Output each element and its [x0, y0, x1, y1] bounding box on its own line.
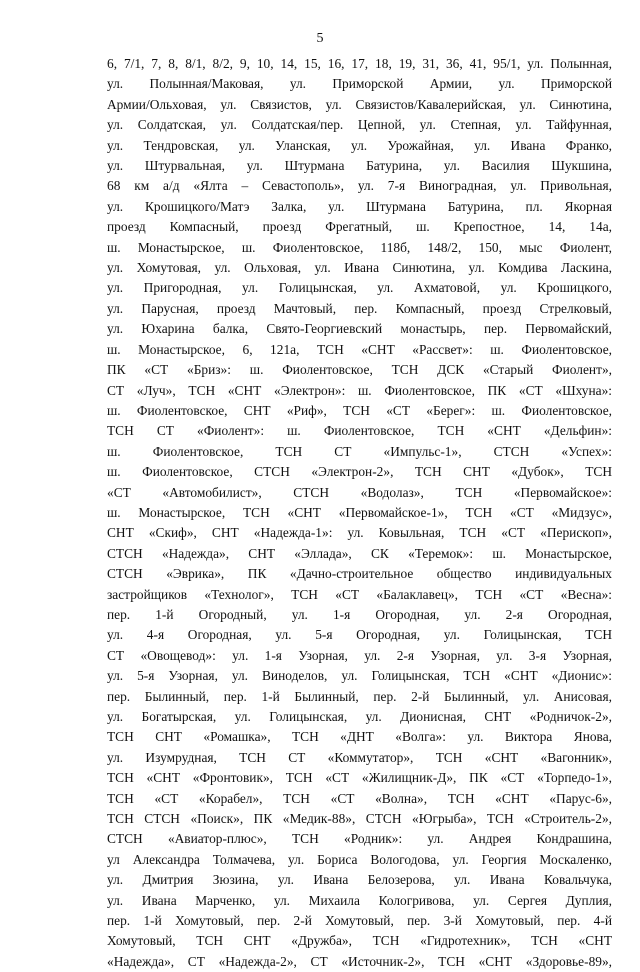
text-line: ул. Юхарина балка, Свято-Георгиевский монастырь, пер. Первомайский,: [107, 321, 612, 337]
text-line: ш. Фиолентовское, СТСН «Электрон-2», ТСН СНТ «Дубок», ТСН: [107, 464, 612, 480]
text-line: ул Александра Толмачева, ул. Бориса Вологодова, ул. Георгия Москаленко,: [107, 851, 612, 867]
text-line: ш. Монастырское, 6, 121а, ТСН «СНТ «Рассвет»: ш. Фиолентовское,: [107, 341, 612, 357]
text-line: ТСН СТСН «Поиск», ПК «Медик-88», СТСН «Югрыба», ТСН «Строитель-2»,: [107, 811, 612, 827]
text-line: СТ «Луч», ТСН «СНТ «Электрон»: ш. Фиолентовское, ПК «СТ «Шхуна»:: [107, 382, 612, 398]
text-line: ул. Изумрудная, ТСН СТ «Коммутатор», ТСН «СНТ «Вагонник»,: [107, 749, 612, 765]
text-line: «Надежда», СТ «Надежда-2», СТ «Источник-2», ТСН «СНТ «Здоровье-89»,: [107, 953, 612, 969]
text-line: ул. 4-я Огородная, ул. 5-я Огородная, ул. Голицынская, ТСН: [107, 627, 612, 643]
text-line: ул. Парусная, проезд Мачтовый, пер. Компасный, проезд Стрелковый,: [107, 300, 612, 316]
text-line: ул. Тендровская, ул. Уланская, ул. Урожайная, ул. Ивана Франко,: [107, 137, 612, 153]
text-line: ш. Фиолентовское, СНТ «Риф», ТСН «СТ «Берег»: ш. Фиолентовское,: [107, 402, 612, 418]
text-line: ул. Хомутовая, ул. Ольховая, ул. Ивана Синютина, ул. Комдива Ласкина,: [107, 260, 612, 276]
text-line: СНТ «Скиф», СНТ «Надежда-1»: ул. Ковыльная, ТСН «СТ «Перископ»,: [107, 525, 612, 541]
text-line: ул. Богатырская, ул. Голицынская, ул. Дионисная, СНТ «Родничок-2»,: [107, 709, 612, 724]
text-line: пер. 1-й Хомутовый, пер. 2-й Хомутовый, пер. 3-й Хомутовый, пер. 4-й: [107, 913, 612, 929]
text-line: 6, 7/1, 7, 8, 8/1, 8/2, 9, 10, 14, 15, 16, 17, 18, 19, 31, 36, 41, 95/1, ул. Полынная,: [107, 56, 612, 71]
text-line: пер. 1-й Огородный, ул. 1-я Огородная, ул. 2-я Огородная,: [107, 606, 612, 622]
body-text: [107, 54, 612, 972]
text-line: ТСН «СТ «Корабел», ТСН «СТ «Волна», ТСН «СНТ «Парус-6»,: [107, 790, 612, 806]
text-line: Армии/Ольховая, ул. Связистов, ул. Связистов/Кавалерийская, ул. Синютина,: [107, 96, 612, 112]
text-line: ш. Монастырское, ТСН «СНТ «Первомайское-1», ТСН «СТ «Мидзус»,: [107, 504, 612, 520]
text-line: проезд Компасный, проезд Фрегатный, ш. Крепостное, 14, 14а,: [107, 219, 612, 235]
text-line: ул. Штурвальная, ул. Штурмана Батурина, ул. Василия Шукшина,: [107, 158, 612, 174]
text-line: ТСН СТ «Фиолент»: ш. Фиолентовское, ТСН «СНТ «Дельфин»:: [107, 423, 612, 439]
text-line: ул. Крошицкого/Матэ Залка, ул. Штурмана Батурина, пл. Якорная: [107, 198, 612, 214]
text-line: Хомутовый, ТСН СНТ «Дружба», ТСН «Гидротехник», ТСН «СНТ: [107, 933, 612, 949]
text-line: ТСН «СНТ «Фронтовик», ТСН «СТ «Жилищник-Д», ПК «СТ «Торпедо-1»,: [107, 770, 612, 786]
text-line: ул. Ивана Марченко, ул. Михаила Кологривова, ул. Сергея Дуплия,: [107, 892, 612, 908]
text-line: ш. Фиолентовское, ТСН СТ «Импульс-1», СТСН «Успех»:: [107, 443, 612, 459]
text-line: ул. Солдатская, ул. Солдатская/пер. Цепной, ул. Степная, ул. Тайфунная,: [107, 117, 612, 133]
text-line: ул. 5-я Узорная, ул. Виноделов, ул. Голицынская, ТСН «СНТ «Дионис»:: [107, 668, 612, 684]
text-line: СТСН «Авиатор-плюс», ТСН «Родник»: ул. Андрея Кондрашина,: [107, 831, 612, 847]
text-line: СТСН «Эврика», ПК «Дачно-строительное общество индивидуальных: [107, 566, 612, 582]
text-line: застройщиков «Технолог», ТСН «СТ «Балаклавец», ТСН «СТ «Весна»:: [107, 586, 612, 602]
text-line: ТСН СНТ «Ромашка», ТСН «ДНТ «Волга»: ул. Виктора Янова,: [107, 729, 612, 745]
text-line: пер. Былинный, пер. 1-й Былинный, пер. 2-й Былинный, ул. Анисовая,: [107, 688, 612, 704]
text-line: ш. Монастырское, ш. Фиолентовское, 118б, 148/2, 150, мыс Фиолент,: [107, 239, 612, 255]
text-line: 68 км а/д «Ялта – Севастополь», ул. 7-я Виноградная, ул. Привольная,: [107, 178, 612, 194]
text-line: СТ «Овощевод»: ул. 1-я Узорная, ул. 2-я Узорная, ул. 3-я Узорная,: [107, 647, 612, 663]
page-number: 5: [316, 31, 324, 46]
text-line: ул. Дмитрия Зюзина, ул. Ивана Белозерова, ул. Ивана Ковальчука,: [107, 872, 612, 888]
text-line: СТСН «Надежда», СНТ «Эллада», СК «Теремок»: ш. Монастырское,: [107, 545, 612, 561]
text-line: ул. Пригородная, ул. Голицынская, ул. Ахматовой, ул. Крошицкого,: [107, 280, 612, 296]
text-line: ПК «СТ «Бриз»: ш. Фиолентовское, ТСН ДСК «Старый Фиолент»,: [107, 362, 612, 378]
text-line: «СТ «Автомобилист», СТСН «Водолаз», ТСН «Первомайское»:: [107, 484, 612, 500]
text-line: ул. Полынная/Маковая, ул. Приморской Армии, ул. Приморской: [107, 76, 612, 92]
